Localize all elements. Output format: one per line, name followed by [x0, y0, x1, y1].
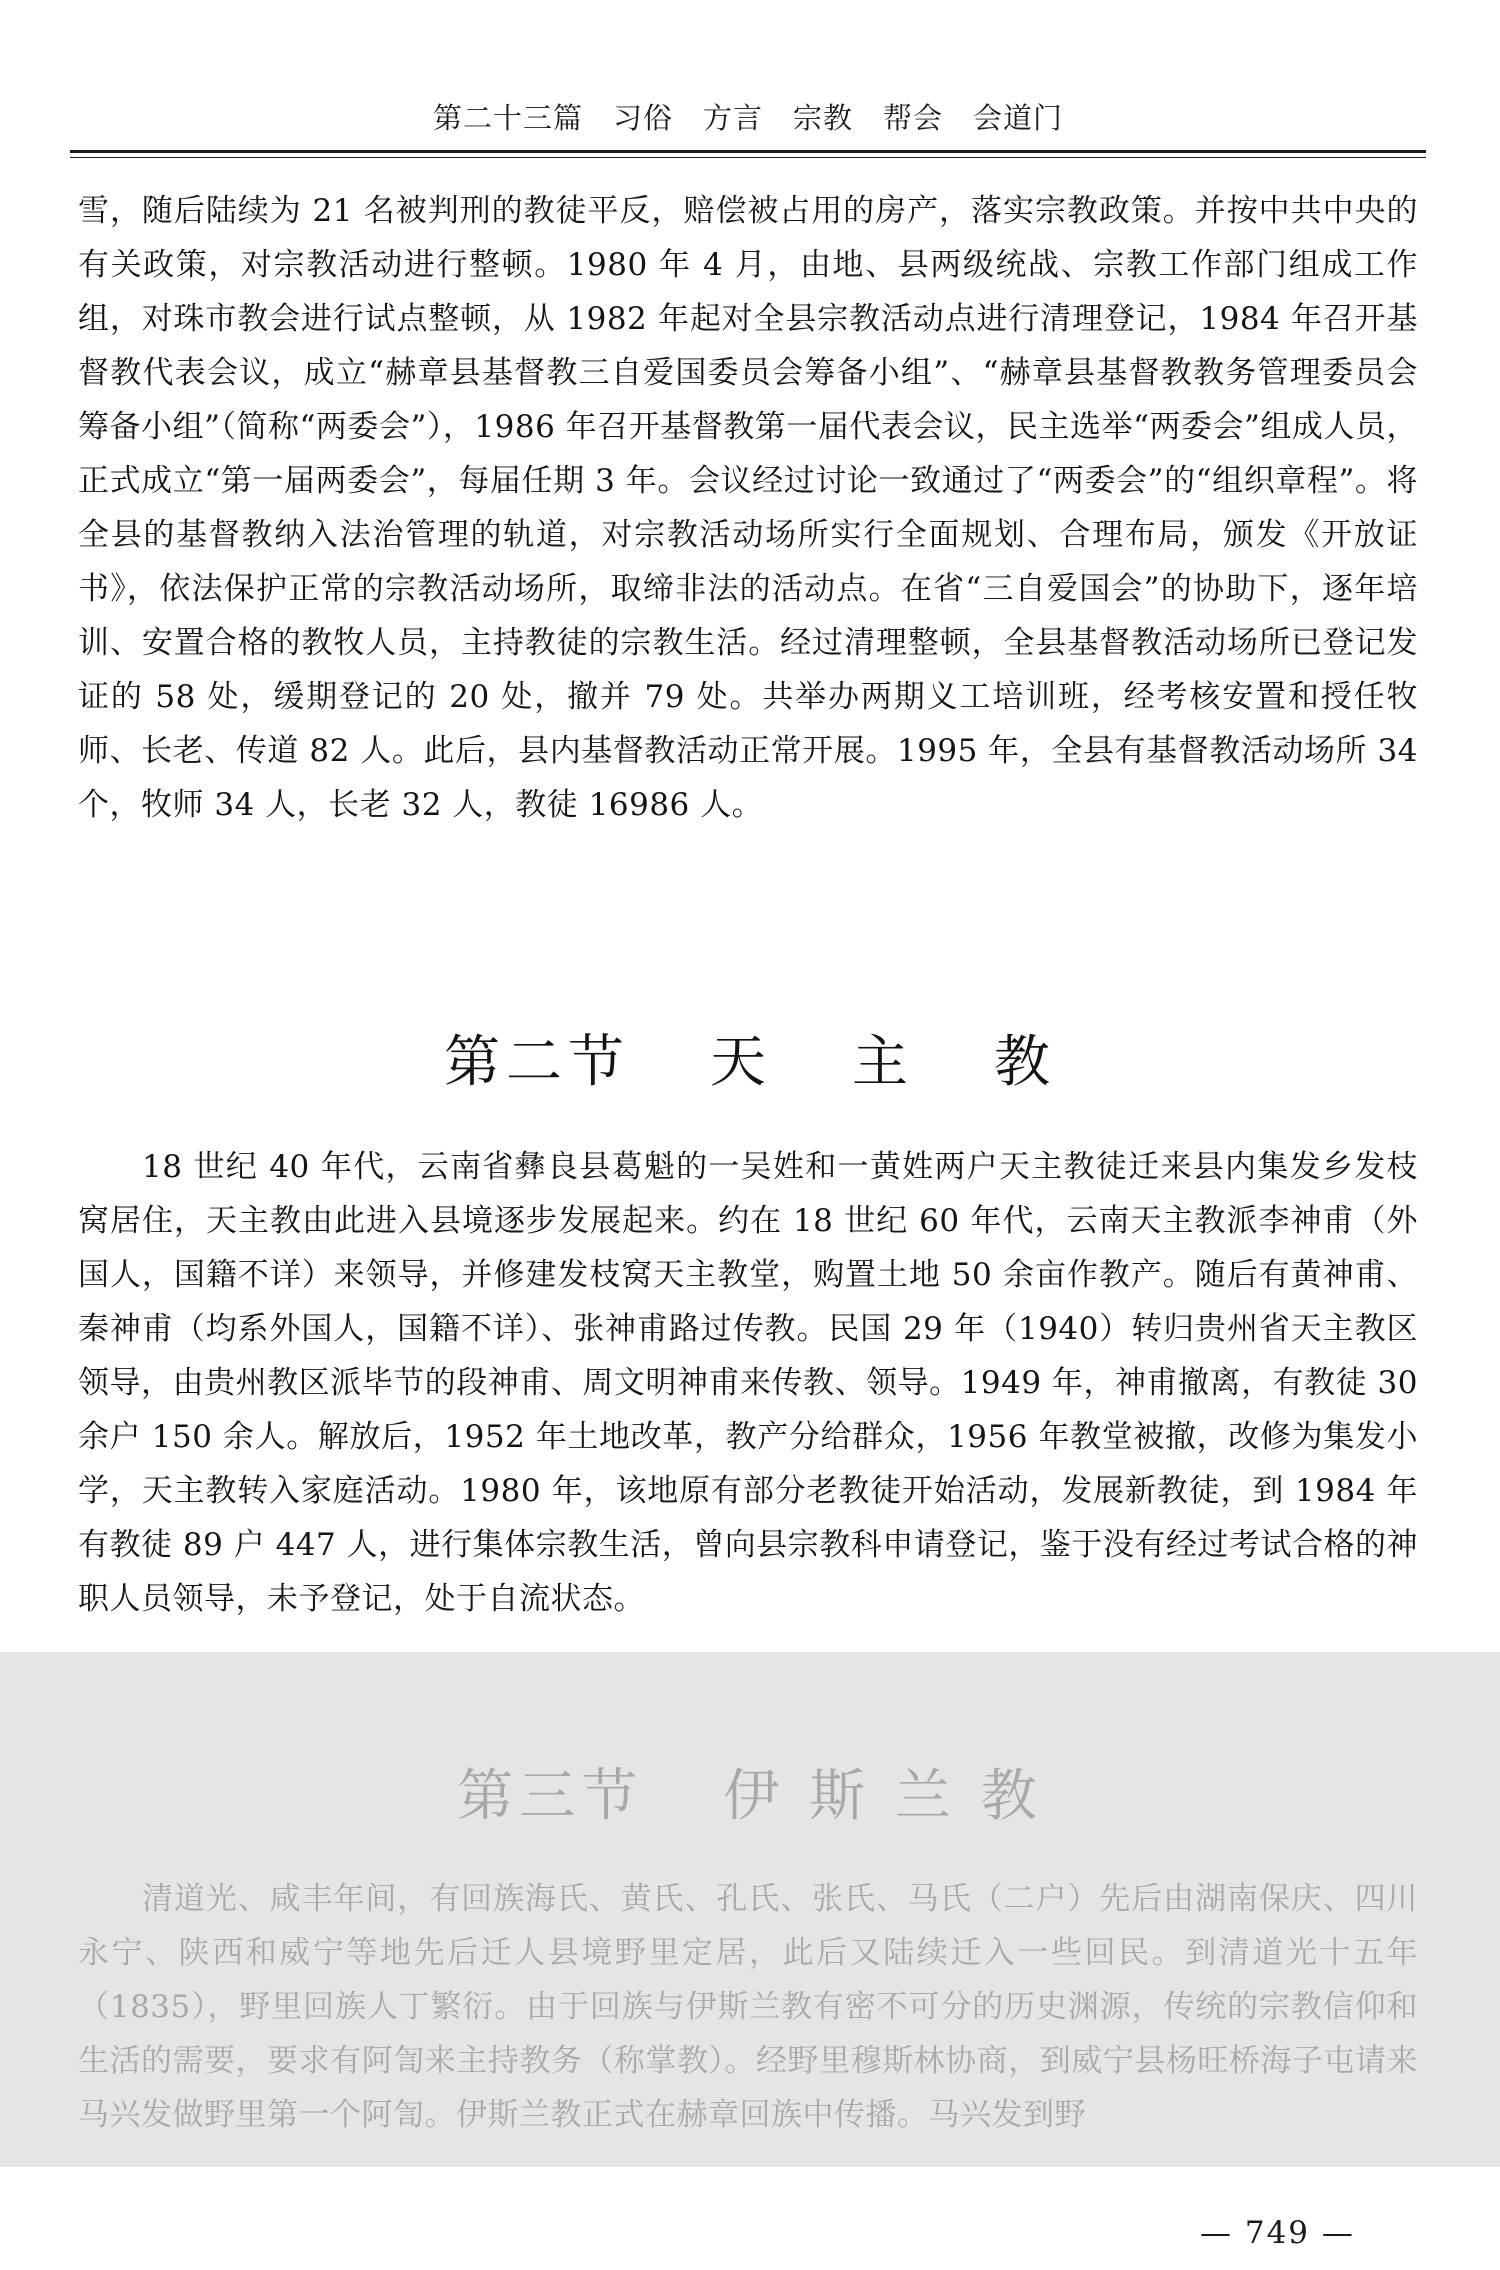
- section3-title-number: 第三节: [457, 1764, 644, 1829]
- section1-continuation-paragraph: 雪，随后陆续为 21 名被判刑的教徒平反，赔偿被占用的房产，落实宗教政策。并按中共中央的有关政策，对宗教活动进行整顿。1980 年 4 月，由地、县两级统战、宗教工作部门组成工作组，对珠市教会进行试点整顿，从 1982 年起对全县宗教活动点进行清理登记，1984 年召开基督教代表会议，成立“赫章县基督教三自爱国委员会筹备小组”、“赫章县基督教教务管理委员会筹备小组”（简称“两委会”），1986 年召开基督教第一届代表会议，民主选举“两委会”组成人员，正式成立“第一届两委会”，每届任期 3 年。会议经过讨论一致通过了“两委会”的“组织章程”。将全县的基督教纳入法治管理的轨道，对宗教活动场所实行全面规划、合理布局，颁发《开放证书》，依法保护正常的宗教活动场所，取缔非法的活动点。在省“三自爱国会”的协助下，逐年培训、安置合格的教牧人员，主持教徒的宗教生活。经过清理整顿，全县基督教活动场所已登记发证的 58 处，缓期登记的 20 处，撤并 79 处。共举办两期义工培训班，经考核安置和授任牧师、长老、传道 82 人。此后，县内基督教活动正常开展。1995 年，全县有基督教活动场所 34 个，牧师 34 人，长老 32 人，教徒 16986 人。: [78, 193, 1418, 823]
- section3-body-paragraph: 清道光、咸丰年间，有回族海氏、黄氏、孔氏、张氏、马氏（二户）先后由湖南保庆、四川永宁、陕西和威宁等地先后迁人县境野里定居，此后又陆续迁入一些回民。到清道光十五年（1835），野里回族人丁繁衍。由于回族与伊斯兰教有密不可分的历史渊源，传统的宗教信仰和生活的需要，要求有阿訇来主持教务（称掌教）。经野里穆斯林协商，到威宁县杨旺桥海子屯请来马兴发做野里第一个阿訇。伊斯兰教正式在赫章回族中传播。马兴发到野: [78, 1881, 1418, 2133]
- running-header: 第二十三篇 习俗 方言 宗教 帮会 会道门: [432, 101, 1063, 135]
- section1-continuation-block: [78, 184, 1418, 832]
- section2-body-paragraph: 18 世纪 40 年代，云南省彝良县葛魁的一吴姓和一黄姓两户天主教徒迁来县内集发乡发枝窝居住，天主教由此进入县境逐步发展起来。约在 18 世纪 60 年代，云南天主教派李神甫（外国人，国籍不详）来领导，并修建发枝窝天主教堂，购置土地 50 余亩作教产。随后有黄神甫、秦神甫（均系外国人，国籍不详）、张神甫路过传教。民国 29 年（1940）转归贵州省天主教区领导，由贵州教区派毕节的段神甫、周文明神甫来传教、领导。1949 年，神甫撤离，有教徒 30 余户 150 余人。解放后，1952 年土地改革，教产分给群众，1956 年教堂被撤，改修为集发小学，天主教转入家庭活动。1980 年，该地原有部分老教徒开始活动，发展新教徒，到 1984 年有教徒 89 户 447 人，进行集体宗教生活，曾向县宗教科申请登记，鉴于没有经过考试合格的神职人员领导，未予登记，处于自流状态。: [78, 1149, 1418, 1617]
- section3-title-text: 伊 斯 兰 教: [723, 1764, 1043, 1829]
- page-number: — 749 —: [1200, 2215, 1355, 2251]
- section3-title: [0, 1752, 1500, 1832]
- section2-body-block: [78, 1140, 1418, 1626]
- section2-title-char1: 天: [710, 1030, 772, 1095]
- header-rule-thick: [70, 150, 1426, 153]
- section2-title: [0, 1018, 1500, 1098]
- section2-title-char2: 主: [852, 1030, 914, 1095]
- section2-title-number: 第二节: [444, 1030, 630, 1095]
- header-rule-thin: [70, 157, 1426, 158]
- section2-title-char3: 教: [994, 1030, 1056, 1095]
- section3-body-block: [78, 1872, 1418, 2142]
